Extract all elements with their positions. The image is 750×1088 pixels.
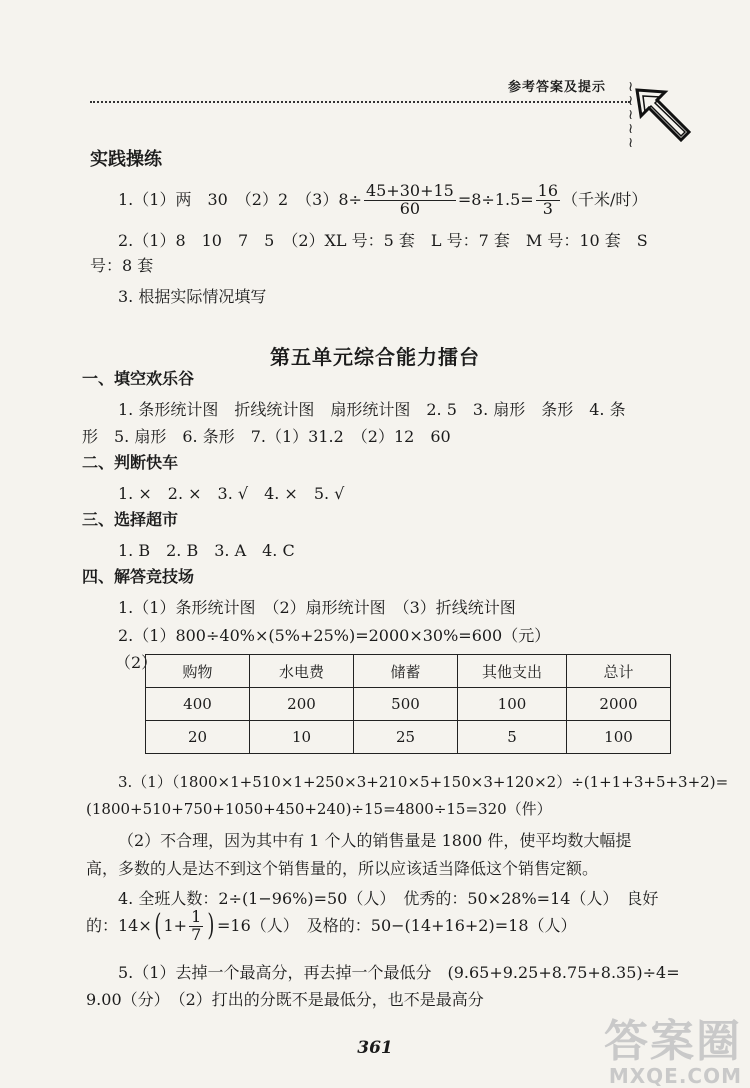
section-4-line-1: 1.（1）条形统计图 （2）扇形统计图 （3）折线统计图: [118, 598, 516, 617]
table-header-row: [146, 655, 671, 688]
table-header-cell: 储蓄: [354, 655, 458, 688]
header-wave-ornament: ≀ ≀ ≀ ≀ ≀: [628, 79, 634, 151]
section-2-heading: 二、判断快车: [82, 453, 179, 472]
table-cell: 100: [567, 721, 671, 754]
table-row: [146, 721, 671, 754]
table-cell: 2000: [567, 688, 671, 721]
practice-line-1: 1.（1）两 30 （2）2 （3）8÷ $\frac{45+30+15}{60}$ =8÷1.5= $\frac{16}{3}$ （千米/时）: [118, 181, 648, 218]
table-header-cell: 购物: [146, 655, 250, 688]
practice-heading: 实践操练: [90, 149, 162, 170]
fraction: $\frac{1}{7}$: [191, 907, 202, 944]
practice-line-2b: 号：8 套: [90, 256, 154, 275]
table-label: （2）: [115, 653, 158, 672]
q3-line-2: (1800+510+750+1050+450+240)÷15=4800÷15=320（件）: [86, 800, 552, 818]
q3-line-3: （2）不合理，因为其中有 1 个人的销售量是 1800 件，使平均数大幅提: [118, 831, 632, 850]
table-header-cell: 总计: [567, 655, 671, 688]
section-3-heading: 三、选择超市: [82, 510, 179, 529]
table-cell: 400: [146, 688, 250, 721]
table-cell: 500: [354, 688, 458, 721]
section-4-line-2: 2.（1）800÷40%×(5%+25%)=2000×30%=600（元）: [118, 626, 551, 645]
table-cell: 10: [250, 721, 354, 754]
budget-table: [145, 654, 671, 754]
table-header-cell: 水电费: [250, 655, 354, 688]
q4-line-1: 4. 全班人数：2÷(1−96%)=50（人） 优秀的：50×28%=14（人） 良好: [118, 889, 659, 908]
unit-title: 第五单元综合能力擂台: [270, 345, 480, 369]
section-4-heading: 四、解答竞技场: [82, 567, 195, 586]
q4-line-2: 的：14×( 1+ $\frac{1}{7}$ ) =16（人） 及格的：50−(14+16+2)=18（人）: [86, 907, 577, 944]
table-cell: 25: [354, 721, 458, 754]
table-header-cell: 其他支出: [458, 655, 567, 688]
section-1-line-1: 1. 条形统计图 折线统计图 扇形统计图 2. 5 3. 扇形 条形 4. 条: [118, 400, 626, 419]
table-cell: 20: [146, 721, 250, 754]
q3-line-1: 3.（1）（1800×1+510×1+250×3+210×5+150×3+120×2）÷(1+1+3+5+3+2)=: [118, 773, 729, 791]
fraction: $\frac{45+30+15}{60}$: [365, 181, 454, 218]
section-1-heading: 一、填空欢乐谷: [82, 369, 195, 388]
q5-line-2: 9.00（分） （2）打出的分既不是最低分，也不是最高分: [86, 990, 484, 1009]
section-3-line-1: 1. B 2. B 3. A 4. C: [118, 541, 295, 560]
table-row: [146, 688, 671, 721]
header-dotted-rule: [90, 101, 630, 103]
table-cell: 200: [250, 688, 354, 721]
arrow-icon: [635, 88, 693, 142]
table-cell: 100: [458, 688, 567, 721]
section-2-line-1: 1. × 2. × 3. √ 4. × 5. √: [118, 484, 345, 503]
watermark-logo: 答案圈 MXQE.COM: [604, 1016, 742, 1088]
table-cell: 5: [458, 721, 567, 754]
q3-line-4: 高，多数的人是达不到这个销售量的，所以应该适当降低这个销售定额。: [86, 859, 599, 878]
q5-line-1: 5.（1）去掉一个最高分，再去掉一个最低分 (9.65+9.25+8.75+8.35)÷4=: [118, 963, 680, 982]
header-title: 参考答案及提示: [508, 80, 607, 95]
page-number: 361: [357, 1038, 393, 1058]
practice-line-3: 3. 根据实际情况填写: [118, 287, 267, 306]
fraction: $\frac{16}{3}$: [537, 181, 559, 218]
practice-line-2: 2.（1）8 10 7 5 （2）XL 号：5 套 L 号：7 套 M 号：10 套 S: [118, 231, 648, 250]
section-1-line-2: 形 5. 扇形 6. 条形 7.（1）31.2 （2）12 60: [82, 427, 451, 446]
